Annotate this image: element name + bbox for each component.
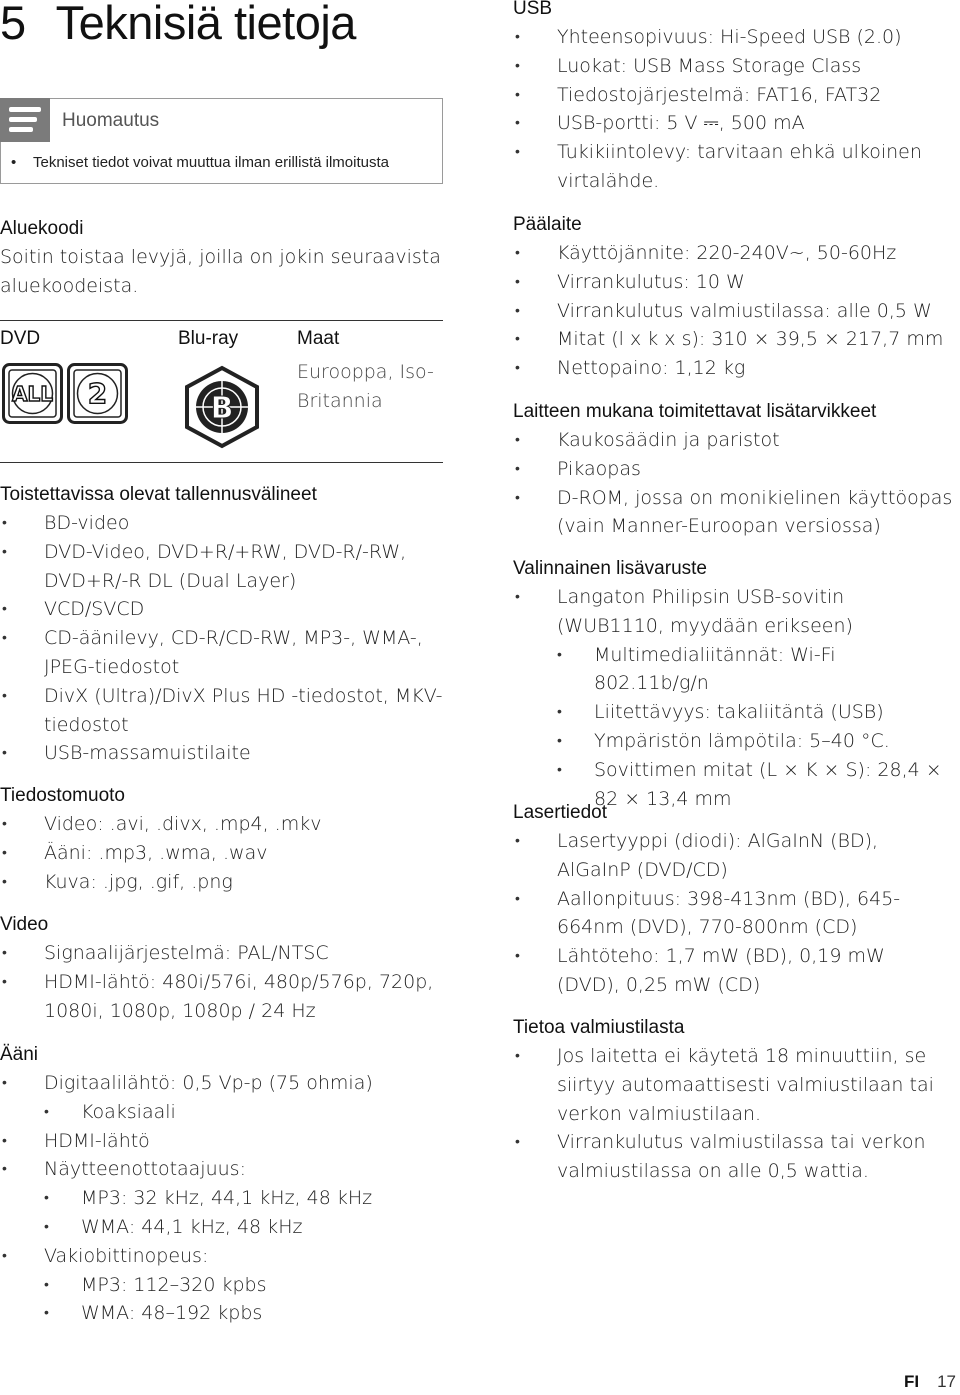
list-item: • Aallonpituus: 398-413nm (BD), 645-664nm (DVD), 770-800nm (CD) (513, 885, 953, 943)
list-subitem: • Liitettävyys: takaliitäntä (USB) (513, 698, 953, 727)
list-item: • Jos laitetta ei käytetä 18 minuuttiin, se siirtyy automaattisesti valmiustilaan tai verkon valmiustilaan. (513, 1042, 953, 1128)
page-number: 17 (937, 1372, 956, 1391)
list-item: • D-ROM, jossa on monikielinen käyttöopas (vain Manner-Euroopan versiossa) (513, 484, 953, 542)
list-item: • VCD/SVCD (0, 595, 445, 624)
region-table (0, 320, 443, 463)
region-text: Soitin toistaa levyjä, joilla on jokin seuraavista aluekoodeista. (0, 246, 441, 297)
list-item: • Yhteensopivuus: Hi-Speed USB (2.0) (513, 23, 953, 52)
list-item: • USB-massamuistilaite (0, 739, 445, 768)
region-section (0, 214, 445, 301)
chapter-number: 5 (0, 0, 26, 49)
list-item: • Tukikiintolevy: tarvitaan ehkä ulkoinen virtalähde. (513, 138, 953, 196)
list-subitem: • WMA: 44,1 kHz, 48 kHz (0, 1213, 445, 1242)
page-title (0, 0, 356, 52)
audio-section (0, 1040, 445, 1328)
optional-heading: Valinnainen lisävaruste (513, 558, 707, 579)
dvd-region-logo (2, 363, 130, 425)
media-heading: Toistettavissa olevat tallennusvälineet (0, 484, 317, 505)
fileformat-section (0, 781, 445, 896)
bluray-region-logo (183, 365, 261, 449)
list-item: • Näytteenottotaajuus: (0, 1155, 445, 1184)
list-item: • Video: .avi, .divx, .mp4, .mkv (0, 810, 445, 839)
accessories-heading: Laitteen mukana toimitettavat lisätarvikkeet (513, 401, 877, 422)
list-item: • Lasertyyppi (diodi): AlGaInN (BD), AlGaInP (DVD/CD) (513, 827, 953, 885)
media-section (0, 480, 445, 768)
list-item: • Pikaopas (513, 455, 953, 484)
region-countries: Eurooppa, Iso-Britannia (297, 361, 434, 412)
list-item: • CD-äänilevy, CD-R/CD-RW, MP3-, WMA-, JPEG-tiedostot (0, 624, 445, 682)
fileformat-heading: Tiedostomuoto (0, 785, 125, 806)
list-item: • DVD-Video, DVD+R/+RW, DVD-R/-RW, DVD+R/-R DL (Dual Layer) (0, 538, 445, 596)
list-subitem: • MP3: 112–320 kpbs (0, 1271, 445, 1300)
list-item: • Vakiobittinopeus: (0, 1242, 445, 1271)
standby-heading: Tietoa valmiustilasta (513, 1017, 685, 1038)
list-item: • Tiedostojärjestelmä: FAT16, FAT32 (513, 81, 953, 110)
list-item: • Luokat: USB Mass Storage Class (513, 52, 953, 81)
note-title: Huomautus (62, 110, 160, 131)
page-footer (904, 1371, 956, 1393)
col-bluray: Blu-ray (178, 328, 239, 349)
dvd-all-label: ALL (12, 382, 53, 406)
list-subitem: • Ympäristön lämpötila: 5–40 °C. (513, 727, 953, 756)
laser-section (513, 798, 953, 1000)
list-item: • DivX (Ultra)/DivX Plus HD -tiedostot, MKV-tiedostot (0, 682, 445, 740)
language-code: FI (903, 1372, 920, 1391)
video-section (0, 910, 445, 1025)
dvd-region-number: 2 (87, 377, 108, 410)
list-item: • Kaukosäädin ja paristot (513, 426, 953, 455)
list-item: • HDMI-lähtö (0, 1127, 445, 1156)
col-countries: Maat (297, 328, 340, 349)
accessories-section (513, 397, 953, 541)
list-subitem: • Multimedialiitännät: Wi-Fi 802.11b/g/n (513, 641, 953, 699)
note-icon (0, 98, 50, 142)
standby-section (513, 1013, 953, 1186)
usb-heading: USB (513, 0, 553, 19)
note-box (0, 98, 443, 184)
region-heading: Aluekoodi (0, 218, 84, 239)
list-item: • Digitaalilähtö: 0,5 Vp-p (75 ohmia) (0, 1069, 445, 1098)
list-item: • Käyttöjännite: 220-240V~, 50-60Hz (513, 239, 953, 268)
note-item: • Tekniset tiedot voivat muuttua ilman erillistä ilmoitusta (11, 154, 389, 171)
main-unit-section (513, 210, 953, 383)
usb-section (513, 0, 953, 196)
optional-section (513, 554, 953, 813)
list-item: • Nettopaino: 1,12 kg (513, 354, 953, 383)
audio-heading: Ääni (0, 1044, 39, 1065)
list-item: • Signaalijärjestelmä: PAL/NTSC (0, 939, 445, 968)
list-item: • Virrankulutus valmiustilassa tai verkon valmiustilassa on alle 0,5 wattia. (513, 1128, 953, 1186)
list-subitem: • Sovittimen mitat (L × K × S): 28,4 × 82 × 13,4 mm (513, 756, 953, 814)
list-item: • Mitat (l x k x s): 310 × 39,5 × 217,7 mm (513, 325, 953, 354)
chapter-title: Teknisiä tietoja (55, 0, 356, 49)
list-item: • Langaton Philipsin USB-sovitin (WUB1110, myydään erikseen) (513, 583, 953, 641)
list-item: • USB-portti: 5 V ⎓, 500 mA (513, 109, 953, 138)
video-heading: Video (0, 914, 49, 935)
main-unit-heading: Päälaite (513, 214, 582, 235)
list-item: • Kuva: .jpg, .gif, .png (0, 868, 445, 897)
list-item: • Virrankulutus: 10 W (513, 268, 953, 297)
list-item: • BD-video (0, 509, 445, 538)
laser-heading: Lasertiedot (513, 802, 608, 823)
list-subitem: • WMA: 48–192 kpbs (0, 1299, 445, 1328)
col-dvd: DVD (0, 328, 41, 349)
list-subitem: • Koaksiaali (0, 1098, 445, 1127)
list-item: • Lähtöteho: 1,7 mW (BD), 0,19 mW (DVD), 0,25 mW (CD) (513, 942, 953, 1000)
list-item: • Ääni: .mp3, .wma, .wav (0, 839, 445, 868)
list-item: • Virrankulutus valmiustilassa: alle 0,5 W (513, 297, 953, 326)
list-subitem: • MP3: 32 kHz, 44,1 kHz, 48 kHz (0, 1184, 445, 1213)
bluray-region-letter: B (210, 391, 234, 426)
list-item: • HDMI-lähtö: 480i/576i, 480p/576p, 720p, 1080i, 1080p, 1080p / 24 Hz (0, 968, 445, 1026)
